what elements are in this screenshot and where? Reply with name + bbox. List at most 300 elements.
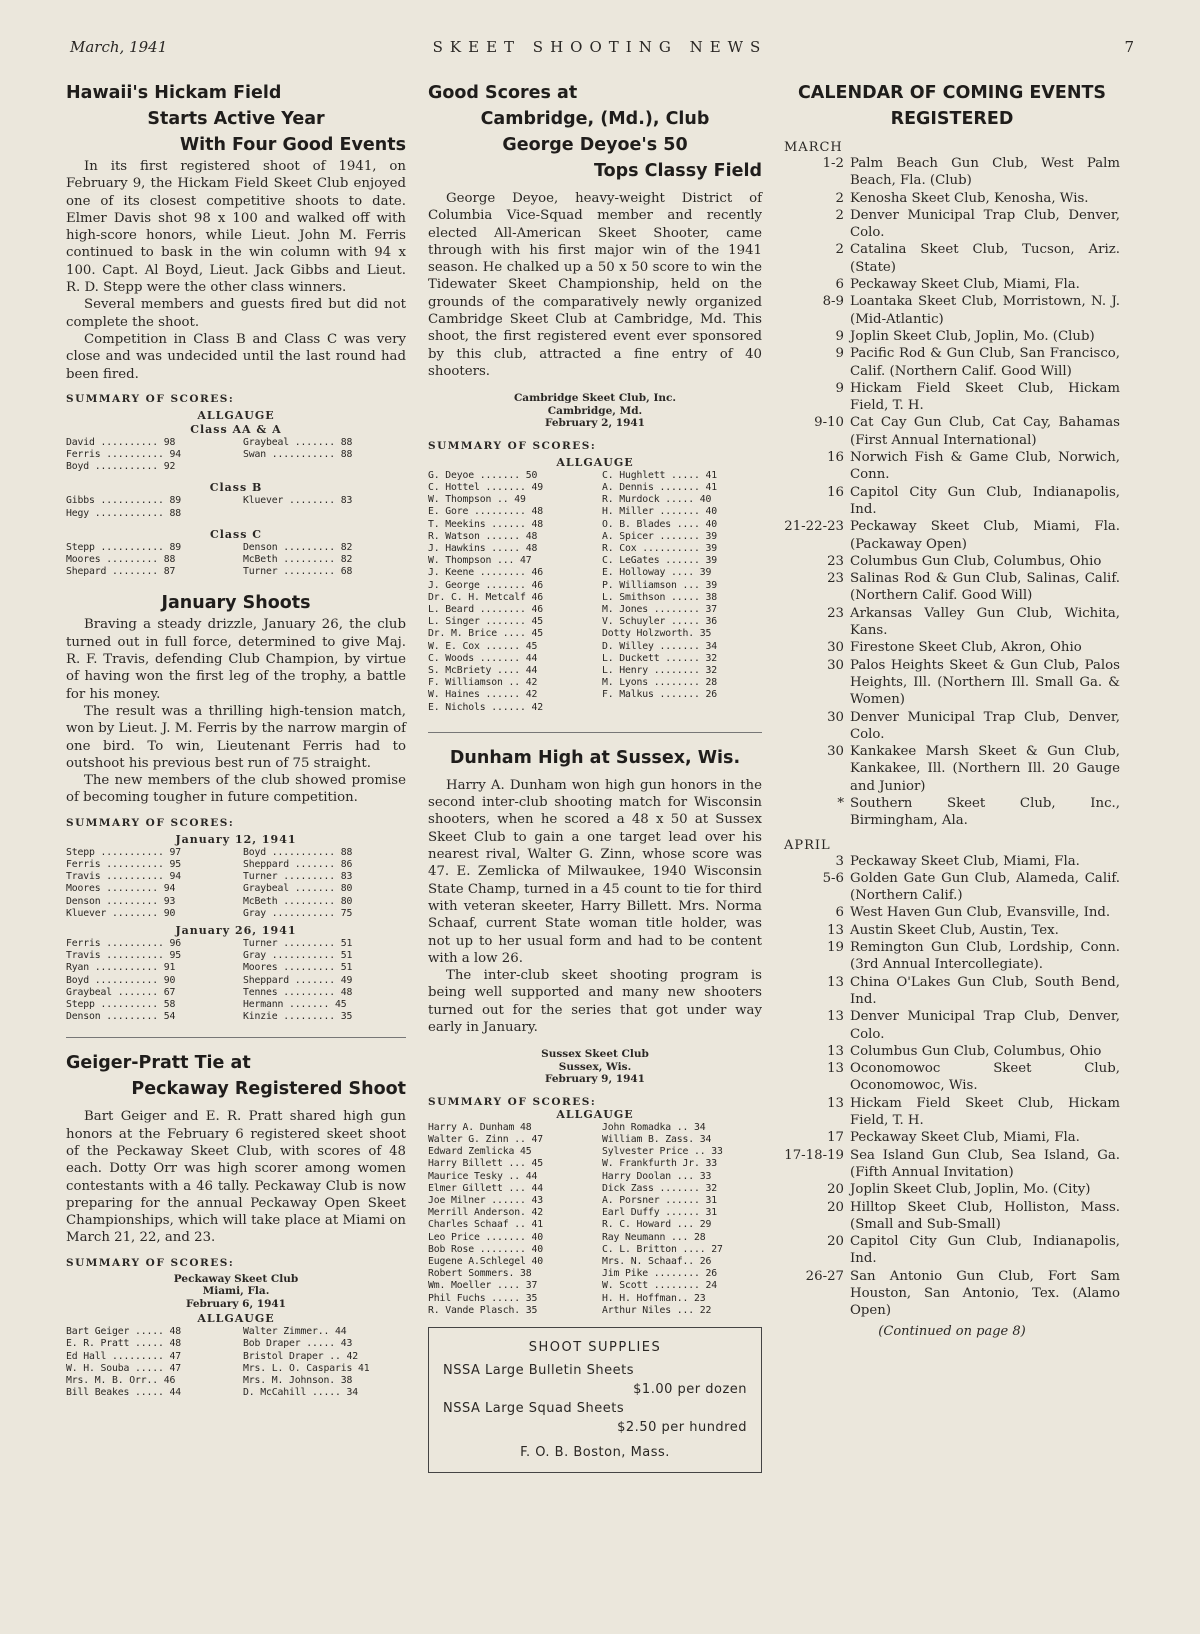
hawaii-body [66, 158, 406, 383]
score-entry: Graybeal ....... 80 [243, 883, 353, 895]
event-text: Palos Heights Skeet & Gun Club, Palos Heights, Ill. (Northern Ill. Small Ga. & Women) [850, 657, 1120, 708]
event-date: 21-22-23 [784, 519, 844, 535]
score-entry: A. Porsner ...... 31 [602, 1195, 717, 1206]
club-name: Peckaway Skeet Club [173, 1272, 299, 1285]
ad-address: F. O. B. Boston, Mass. [520, 1445, 670, 1461]
event-date: 20 [827, 1234, 844, 1250]
divider [66, 1037, 406, 1038]
month-april: APRIL [784, 837, 831, 853]
calendar-event [784, 1199, 1120, 1234]
event-date: 2 [835, 190, 844, 206]
geiger-article [66, 1050, 406, 1399]
score-entry: C. Woods ....... 44 [428, 652, 538, 664]
allgauge-label: ALLGAUGE [197, 1312, 275, 1326]
event-text: Oconomowoc Skeet Club, Oconomowoc, Wis. [850, 1061, 1120, 1094]
score-entry: Merrill Anderson. 42 [428, 1207, 543, 1219]
score-entry: R. C. Howard ... 29 [602, 1219, 712, 1231]
score-entry: Earl Duffy ...... 31 [602, 1207, 717, 1219]
hawaii-article [66, 80, 406, 578]
calendar-event [784, 190, 1120, 207]
calendar-event [784, 328, 1120, 345]
score-entry: W. H. Souba ..... 47 [66, 1362, 181, 1374]
event-text: Kenosha Skeet Club, Kenosha, Wis. [850, 190, 1089, 206]
event-text: Pacific Rod & Gun Club, San Francisco, Calif. (Northern Calif. Good Will) [850, 346, 1120, 379]
event-date: 20 [827, 1182, 844, 1198]
event-text: Catalina Skeet Club, Tucson, Ariz. (State) [850, 242, 1120, 275]
club-name: Sussex Skeet Club [541, 1048, 649, 1061]
sussex-scores [428, 1122, 762, 1317]
score-entry: Edward Zemlicka 45 [428, 1146, 532, 1158]
cambridge-paragraph: George Deyoe, heavy-weight District of Columbia Vice-Squad member and recently elected All-American Skeet Shooter, came through with his first major win of the 1941 season. He chalked up a 50 x 50 score to win the Tidewater Skeet Championship, held on the grounds of the comparatively newly organized Cambridge Skeet Club at Cambridge, Md. This shoot, the first registered event ever sponsored by this club, attracted a fine entry of 40 shooters. [428, 191, 762, 379]
event-text: Salinas Rod & Gun Club, Salinas, Calif. (Northern Calif. Good Will) [850, 571, 1120, 604]
cambridge-scores [428, 470, 762, 714]
event-date: 6 [835, 905, 844, 921]
summary-heading: SUMMARY OF SCORES: [428, 1095, 597, 1108]
page-number: 7 [1124, 38, 1134, 56]
calendar-title-2: REGISTERED [890, 109, 1014, 129]
event-date: 9 [835, 328, 844, 344]
dunham-body [428, 777, 762, 1036]
calendar-event [784, 709, 1120, 744]
score-entry: R. Vande Plasch. 35 [428, 1304, 538, 1316]
cambridge-title-3: George Deyoe's 50 [502, 135, 688, 155]
event-date: 9 [835, 346, 844, 362]
event-text: Joplin Skeet Club, Joplin, Mo. (City) [850, 1182, 1091, 1198]
event-date: 30 [827, 709, 844, 725]
event-date: 17 [827, 1130, 844, 1146]
score-entry: G. Deyoe ....... 50 [428, 469, 538, 481]
event-text: Peckaway Skeet Club, Miami, Fla. [850, 853, 1080, 869]
score-entry: R. Cox .......... 39 [602, 542, 717, 554]
event-text: Kankakee Marsh Skeet & Gun Club, Kankakee, Ill. (Northern Ill. 20 Gauge and Junior) [850, 744, 1120, 794]
score-entry: E. Nichols ...... 42 [428, 701, 543, 713]
calendar-event [784, 1233, 1120, 1268]
score-entry: H. Miller ....... 40 [602, 506, 717, 518]
peckaway-scores [66, 1326, 406, 1399]
score-entry: Graybeal ....... 88 [243, 436, 353, 448]
score-entry: Ferris .......... 96 [66, 937, 181, 949]
score-entry: Travis .......... 94 [66, 871, 181, 883]
cambridge-title-4: Tops Classy Field [593, 161, 762, 181]
event-text: Peckaway Skeet Club, Miami, Fla. [850, 1130, 1080, 1146]
event-text: China O'Lakes Gun Club, South Bend, Ind. [850, 974, 1120, 1007]
event-text: San Antonio Gun Club, Fort Sam Houston, San Antonio, Tex. (Alamo Open) [850, 1268, 1120, 1319]
event-date: 2 [835, 242, 844, 258]
event-text: Remington Gun Club, Lordship, Conn. (3rd Annual Intercollegiate). [850, 940, 1120, 973]
calendar-event [784, 605, 1120, 640]
calendar-event [784, 657, 1120, 709]
calendar-event [784, 795, 1120, 830]
score-entry: P. Williamson ... 39 [602, 579, 717, 591]
score-entry: Kluever ........ 83 [243, 495, 353, 507]
event-text: Columbus Gun Club, Columbus, Ohio [850, 553, 1102, 569]
score-entry: Ferris .......... 94 [66, 449, 181, 461]
score-entry: Ryan ........... 91 [66, 962, 176, 974]
score-entry: E. R. Pratt ..... 48 [66, 1338, 181, 1350]
calendar-event [784, 1008, 1120, 1043]
cambridge-title-2: Cambridge, (Md.), Club [480, 109, 710, 129]
score-entry: Robert Sommers. 38 [428, 1268, 532, 1280]
event-text: Capitol City Gun Club, Indianapolis, Ind. [850, 1234, 1120, 1267]
event-date: 13 [827, 1009, 844, 1025]
score-entry: Swan ........... 88 [243, 449, 353, 461]
score-entry: V. Schuyler ..... 36 [602, 616, 717, 628]
score-entry: McBeth ......... 80 [243, 895, 353, 907]
event-date: 30 [827, 657, 844, 673]
calendar-event [784, 518, 1120, 553]
score-entry: Sheppard ....... 49 [243, 974, 353, 986]
class-c-scores [66, 542, 406, 579]
calendar-event [784, 293, 1120, 328]
score-entry: Mrs. N. Schaaf.. 26 [602, 1256, 712, 1268]
event-date: * [837, 795, 844, 811]
peckaway-info [66, 1273, 406, 1311]
shoot-date: February 9, 1941 [544, 1073, 645, 1086]
sussex-info [428, 1048, 762, 1086]
paragraph: Braving a steady drizzle, January 26, the club turned out in full force, determined to give Maj. R. F. Travis, defending Club Champion, by virtue of having won the first leg of the trophy, a battle for his money. [66, 617, 406, 702]
paragraph: The inter-club skeet shooting program is being well supported and many new shooters turned out for the series that got under way early in January. [428, 968, 762, 1035]
calendar-event [784, 1147, 1120, 1182]
calendar-event [784, 1181, 1120, 1198]
cambridge-title-1: Good Scores at [428, 83, 578, 103]
event-date: 30 [827, 640, 844, 656]
paragraph: Several members and guests fired but did not complete the shoot. [66, 297, 406, 330]
score-entry: Turner ......... 83 [243, 871, 353, 883]
score-entry: David .......... 98 [66, 436, 176, 448]
geiger-title-1: Geiger-Pratt Tie at [66, 1053, 251, 1074]
shoot-supplies-ad [428, 1327, 762, 1473]
calendar-event [784, 922, 1120, 939]
calendar-event [784, 155, 1120, 190]
score-entry: W. Thompson .. 49 [428, 494, 526, 506]
score-entry: E. Gore ......... 48 [428, 506, 543, 518]
calendar-event [784, 484, 1120, 519]
calendar-title-1: CALENDAR OF COMING EVENTS [797, 83, 1107, 103]
event-text: Joplin Skeet Club, Joplin, Mo. (Club) [850, 328, 1095, 344]
score-entry: Gray ........... 51 [243, 950, 353, 962]
event-text: Austin Skeet Club, Austin, Tex. [850, 922, 1059, 938]
calendar-event [784, 276, 1120, 293]
event-text: Hilltop Skeet Club, Holliston, Mass. (Small and Sub-Small) [850, 1199, 1120, 1232]
score-entry: C. Hughlett ..... 41 [602, 469, 717, 481]
score-entry: J. George ....... 46 [428, 579, 543, 591]
score-entry: W. E. Cox ...... 45 [428, 640, 538, 652]
allgauge-label: ALLGAUGE [556, 455, 634, 469]
score-entry: Graybeal ....... 67 [66, 986, 176, 998]
score-entry: W. Thompson ... 47 [428, 555, 532, 567]
score-entry: Ed Hall ......... 47 [66, 1350, 181, 1362]
event-text: Norwich Fish & Game Club, Norwich, Conn. [850, 450, 1120, 483]
geiger-title-2: Peckaway Registered Shoot [131, 1079, 406, 1100]
score-entry: Bob Draper ..... 43 [243, 1338, 353, 1350]
event-date: 5-6 [822, 870, 844, 886]
score-entry: Ray Neumann ... 28 [602, 1231, 706, 1243]
score-entry: D. McCahill ..... 34 [243, 1387, 358, 1399]
dunham-title: Dunham High at Sussex, Wis. [449, 747, 741, 768]
calendar-event [784, 345, 1120, 380]
january-body [66, 616, 406, 806]
score-entry: Walter G. Zinn .. 47 [428, 1133, 543, 1145]
january-12-scores [66, 847, 406, 920]
score-entry: Gray ........... 75 [243, 907, 353, 919]
event-date: 3 [835, 853, 844, 869]
event-date: 9-10 [814, 415, 844, 431]
calendar-event [784, 207, 1120, 242]
score-entry: J. Hawkins ..... 48 [428, 542, 538, 554]
geiger-paragraph: Bart Geiger and E. R. Pratt shared high gun honors at the February 6 registered skeet shoot of the Peckaway Skeet Club, with scores of 48 each. Dotty Orr was high scorer among women contestants with a 46 tally. Peckaway Club is now preparing for the annual Peckaway Open Skeet Championships, which will take place at Miami on March 21, 22, and 23. [66, 1109, 406, 1246]
event-text: Cat Cay Gun Club, Cat Cay, Bahamas (First Annual International) [850, 415, 1120, 448]
event-text: Golden Gate Gun Club, Alameda, Calif. (Northern Calif.) [850, 870, 1120, 904]
score-entry: Stepp ........... 97 [66, 846, 181, 858]
event-text: Peckaway Skeet Club, Miami, Fla. (Packaway Open) [850, 519, 1120, 552]
score-entry: Sylvester Price .. 33 [602, 1146, 723, 1158]
shoot-date: February 6, 1941 [185, 1297, 286, 1310]
score-entry: Denson ......... 93 [66, 895, 176, 907]
score-entry: Turner ......... 68 [243, 566, 353, 578]
column-left [66, 80, 406, 1403]
month-march: MARCH [784, 140, 843, 155]
calendar-event [784, 1060, 1120, 1095]
score-entry: C. Hottel ....... 49 [428, 481, 543, 493]
ad-item-1: NSSA Large Bulletin Sheets [443, 1363, 635, 1379]
score-entry: McBeth ......... 82 [243, 554, 353, 566]
calendar-event [784, 639, 1120, 656]
score-entry: L. Henry ........ 32 [602, 665, 717, 677]
cambridge-info [428, 392, 762, 430]
calendar-event [784, 853, 1120, 870]
class-aa-scores [66, 437, 406, 474]
calendar-event [784, 449, 1120, 484]
score-entry: Boyd ........... 90 [66, 974, 176, 986]
event-date: 13 [827, 922, 844, 938]
calendar-event [784, 974, 1120, 1009]
event-date: 17-18-19 [784, 1147, 844, 1163]
score-entry: Hegy ............ 88 [66, 507, 181, 519]
issue-date: March, 1941 [70, 38, 168, 56]
score-entry: Denson ......... 82 [243, 541, 353, 553]
score-entry: Arthur Niles ... 22 [602, 1304, 712, 1316]
event-date: 30 [827, 744, 844, 760]
event-text: Denver Municipal Trap Club, Denver, Colo. [850, 709, 1120, 742]
score-entry: Boyd ........... 92 [66, 461, 176, 473]
event-date: 13 [827, 1095, 844, 1111]
dunham-article [428, 745, 762, 1317]
score-entry: Harry Doolan ... 33 [602, 1170, 712, 1182]
score-entry: C. LeGates ...... 39 [602, 555, 717, 567]
score-entry: H. H. Hoffman.. 23 [602, 1292, 706, 1304]
april-events [784, 853, 1120, 1320]
score-entry: Mrs. M. B. Orr.. 46 [66, 1375, 176, 1387]
calendar-event [784, 870, 1120, 905]
class-aa-label: Class AA & A [190, 422, 282, 436]
score-entry: Wm. Moeller .... 37 [428, 1280, 538, 1292]
paragraph: Competition in Class B and Class C was very close and was undecided until the last round had been fired. [66, 331, 406, 382]
score-entry: L. Singer ....... 45 [428, 616, 543, 628]
shoot-date: February 2, 1941 [544, 417, 645, 430]
calendar-event [784, 1043, 1120, 1060]
score-entry: A. Dennis ....... 41 [602, 481, 717, 493]
event-date: 13 [827, 1043, 844, 1059]
score-entry: L. Smithson ..... 38 [602, 591, 717, 603]
calendar-event [784, 570, 1120, 605]
score-entry: Dr. M. Brice .... 45 [428, 628, 543, 640]
event-text: Loantaka Skeet Club, Morristown, N. J. (Mid-Atlantic) [850, 294, 1120, 327]
event-date: 8-9 [822, 294, 844, 310]
paragraph: Harry A. Dunham won high gun honors in the second inter-club shooting match for Wisconsin shooters, when he scored a 48 x 50 at Sussex Skeet Club to gain a one target lead over his nearest rival, Walter G. Zinn, whose score was 47. E. Zemlicka of Milwaukee, 1940 Wisconsin State Champ, turned in a 45 count to tie for third with veteran skeeter, Harry Billett. Mrs. Norma Schaaf, current State woman title holder, was not up to her usual form and had to be content with a low 26. [428, 777, 762, 966]
ad-price-2: $2.50 per hundred [617, 1420, 747, 1436]
event-date: 13 [827, 1061, 844, 1077]
score-entry: Hermann ....... 45 [243, 998, 347, 1010]
paragraph: The result was a thrilling high-tension match, won by Lieut. J. M. Ferris by the narrow margin of one bird. To win, Lieutenant Ferris had to outshoot his previous best run of 75 straight. [66, 703, 406, 771]
score-entry: S. McBriety .... 44 [428, 665, 538, 677]
allgauge-label: ALLGAUGE [556, 1107, 634, 1121]
event-text: Hickam Field Skeet Club, Hickam Field, T. H. [850, 1095, 1120, 1129]
page-header [66, 34, 1134, 64]
score-entry: John Romadka .. 34 [602, 1121, 706, 1133]
score-entry: A. Spicer ....... 39 [602, 530, 717, 542]
score-entry: Gibbs ........... 89 [66, 495, 181, 507]
january-article [66, 590, 406, 1023]
score-entry: Boyd ........... 88 [243, 846, 353, 858]
event-text: Columbus Gun Club, Columbus, Ohio [850, 1043, 1102, 1059]
continued-note: (Continued on page 8) [878, 1323, 1026, 1339]
score-entry: M. Jones ........ 37 [602, 604, 717, 615]
class-c-label: Class C [209, 527, 263, 541]
score-entry: R. Murdock ..... 40 [602, 494, 712, 506]
calendar-event [784, 414, 1120, 449]
ad-title: SHOOT SUPPLIES [528, 1340, 662, 1356]
score-entry: W. Frankfurth Jr. 33 [602, 1158, 717, 1170]
score-entry: Moores ......... 94 [66, 883, 176, 895]
score-entry: Bill Beakes ..... 44 [66, 1387, 181, 1399]
score-entry [602, 702, 762, 714]
column-right [784, 80, 1120, 1339]
score-entry: L. Beard ........ 46 [428, 604, 543, 615]
event-date: 1-2 [822, 156, 844, 171]
score-entry: Harry A. Dunham 48 [428, 1121, 532, 1133]
event-text: Southern Skeet Club, Inc., Birmingham, Ala. [850, 795, 1120, 829]
score-entry: J. Keene ........ 46 [428, 567, 543, 579]
summary-heading: SUMMARY OF SCORES: [66, 1256, 235, 1269]
score-entry: F. Williamson .. 42 [428, 677, 538, 689]
calendar-event [784, 553, 1120, 570]
summary-heading: SUMMARY OF SCORES: [66, 816, 235, 829]
event-date: 6 [835, 277, 844, 293]
calendar-event [784, 1268, 1120, 1320]
event-date: 23 [827, 605, 844, 621]
score-entry: Kinzie ......... 35 [243, 1011, 353, 1023]
cambridge-article [428, 80, 762, 714]
score-entry: Denson ......... 54 [66, 1011, 176, 1023]
score-entry: Mrs. M. Johnson. 38 [243, 1375, 353, 1387]
score-entry: Bob Rose ........ 40 [428, 1243, 543, 1255]
score-entry: Elmer Gillett ... 44 [428, 1182, 543, 1194]
paragraph: The new members of the club showed promise of becoming tougher in future competition. [66, 773, 406, 806]
score-entry: R. Watson ...... 48 [428, 530, 538, 542]
calendar-event [784, 241, 1120, 276]
score-entry: Tennes ......... 48 [243, 986, 353, 998]
calendar-event [784, 904, 1120, 921]
score-entry: Dr. C. H. Metcalf 46 [428, 591, 543, 603]
score-entry: T. Meekins ...... 48 [428, 518, 543, 530]
masthead: SKEET SHOOTING NEWS [432, 38, 768, 56]
score-entry: Travis .......... 95 [66, 950, 181, 962]
hawaii-title-1: Hawaii's Hickam Field [66, 83, 282, 103]
club-place: Sussex, Wis. [558, 1060, 632, 1073]
score-entry: Turner ......... 51 [243, 937, 353, 949]
score-entry: O. B. Blades .... 40 [602, 518, 717, 530]
summary-heading: SUMMARY OF SCORES: [66, 392, 235, 405]
event-text: West Haven Gun Club, Evansville, Ind. [850, 905, 1111, 921]
event-text: Denver Municipal Trap Club, Denver, Colo. [850, 1009, 1120, 1042]
event-date: 19 [827, 940, 844, 956]
score-entry: Ferris .......... 95 [66, 858, 181, 870]
score-entry: Jim Pike ........ 26 [602, 1268, 717, 1280]
event-date: 9 [835, 380, 844, 396]
score-entry: Walter Zimmer.. 44 [243, 1326, 347, 1338]
hawaii-title-3: With Four Good Events [179, 135, 406, 155]
calendar-event [784, 939, 1120, 974]
event-text: Firestone Skeet Club, Akron, Ohio [850, 640, 1082, 656]
score-entry: Bart Geiger ..... 48 [66, 1326, 181, 1338]
event-text: Hickam Field Skeet Club, Hickam Field, T. H. [850, 380, 1120, 414]
score-entry [243, 508, 406, 520]
score-entry: W. Scott ........ 24 [602, 1280, 717, 1292]
january-title: January Shoots [161, 593, 311, 614]
score-entry: Charles Schaaf .. 41 [428, 1219, 543, 1231]
score-entry: Moores ......... 51 [243, 962, 353, 974]
calendar-event [784, 743, 1120, 795]
event-date: 16 [827, 484, 844, 500]
club-place: Cambridge, Md. [547, 404, 643, 417]
event-text: Capitol City Gun Club, Indianapolis, Ind. [850, 484, 1120, 517]
event-date: 2 [835, 207, 844, 223]
score-entry: E. Holloway .... 39 [602, 567, 712, 579]
score-entry: William B. Zass. 34 [602, 1133, 712, 1145]
class-b-scores [66, 495, 406, 519]
event-date: 16 [827, 450, 844, 466]
class-b-label: Class B [209, 481, 263, 495]
score-entry: Maurice Tesky .. 44 [428, 1170, 538, 1182]
event-text: Palm Beach Gun Club, West Palm Beach, Fla. (Club) [850, 156, 1120, 189]
score-entry: C. L. Britton .... 27 [602, 1243, 723, 1255]
event-text: Sea Island Gun Club, Sea Island, Ga. (Fifth Annual Invitation) [850, 1147, 1120, 1180]
score-entry: Moores ......... 88 [66, 554, 176, 566]
calendar-event [784, 380, 1120, 415]
club-place: Miami, Fla. [202, 1285, 270, 1298]
club-name: Cambridge Skeet Club, Inc. [513, 392, 677, 405]
score-entry: Eugene A.Schlegel 40 [428, 1256, 543, 1268]
column-middle [428, 80, 762, 1473]
calendar-event [784, 1095, 1120, 1130]
score-entry: Sheppard ....... 86 [243, 858, 353, 870]
event-date: 26-27 [805, 1268, 844, 1284]
score-entry: Stepp .......... 58 [66, 998, 176, 1010]
score-entry: Dotty Holzworth. 35 [602, 628, 712, 640]
january-26-label: January 26, 1941 [175, 923, 297, 937]
score-entry: F. Malkus ....... 26 [602, 689, 717, 701]
score-entry: M. Lyons ........ 28 [602, 677, 717, 689]
event-date: 13 [827, 974, 844, 990]
calendar-event [784, 1129, 1120, 1146]
score-entry: Phil Fuchs ..... 35 [428, 1292, 538, 1304]
march-events [784, 155, 1120, 830]
january-12-label: January 12, 1941 [175, 832, 297, 846]
summary-heading: SUMMARY OF SCORES: [428, 439, 597, 452]
score-entry: L. Duckett ...... 32 [602, 652, 717, 664]
event-text: Arkansas Valley Gun Club, Wichita, Kans. [850, 605, 1120, 639]
event-date: 23 [827, 553, 844, 569]
